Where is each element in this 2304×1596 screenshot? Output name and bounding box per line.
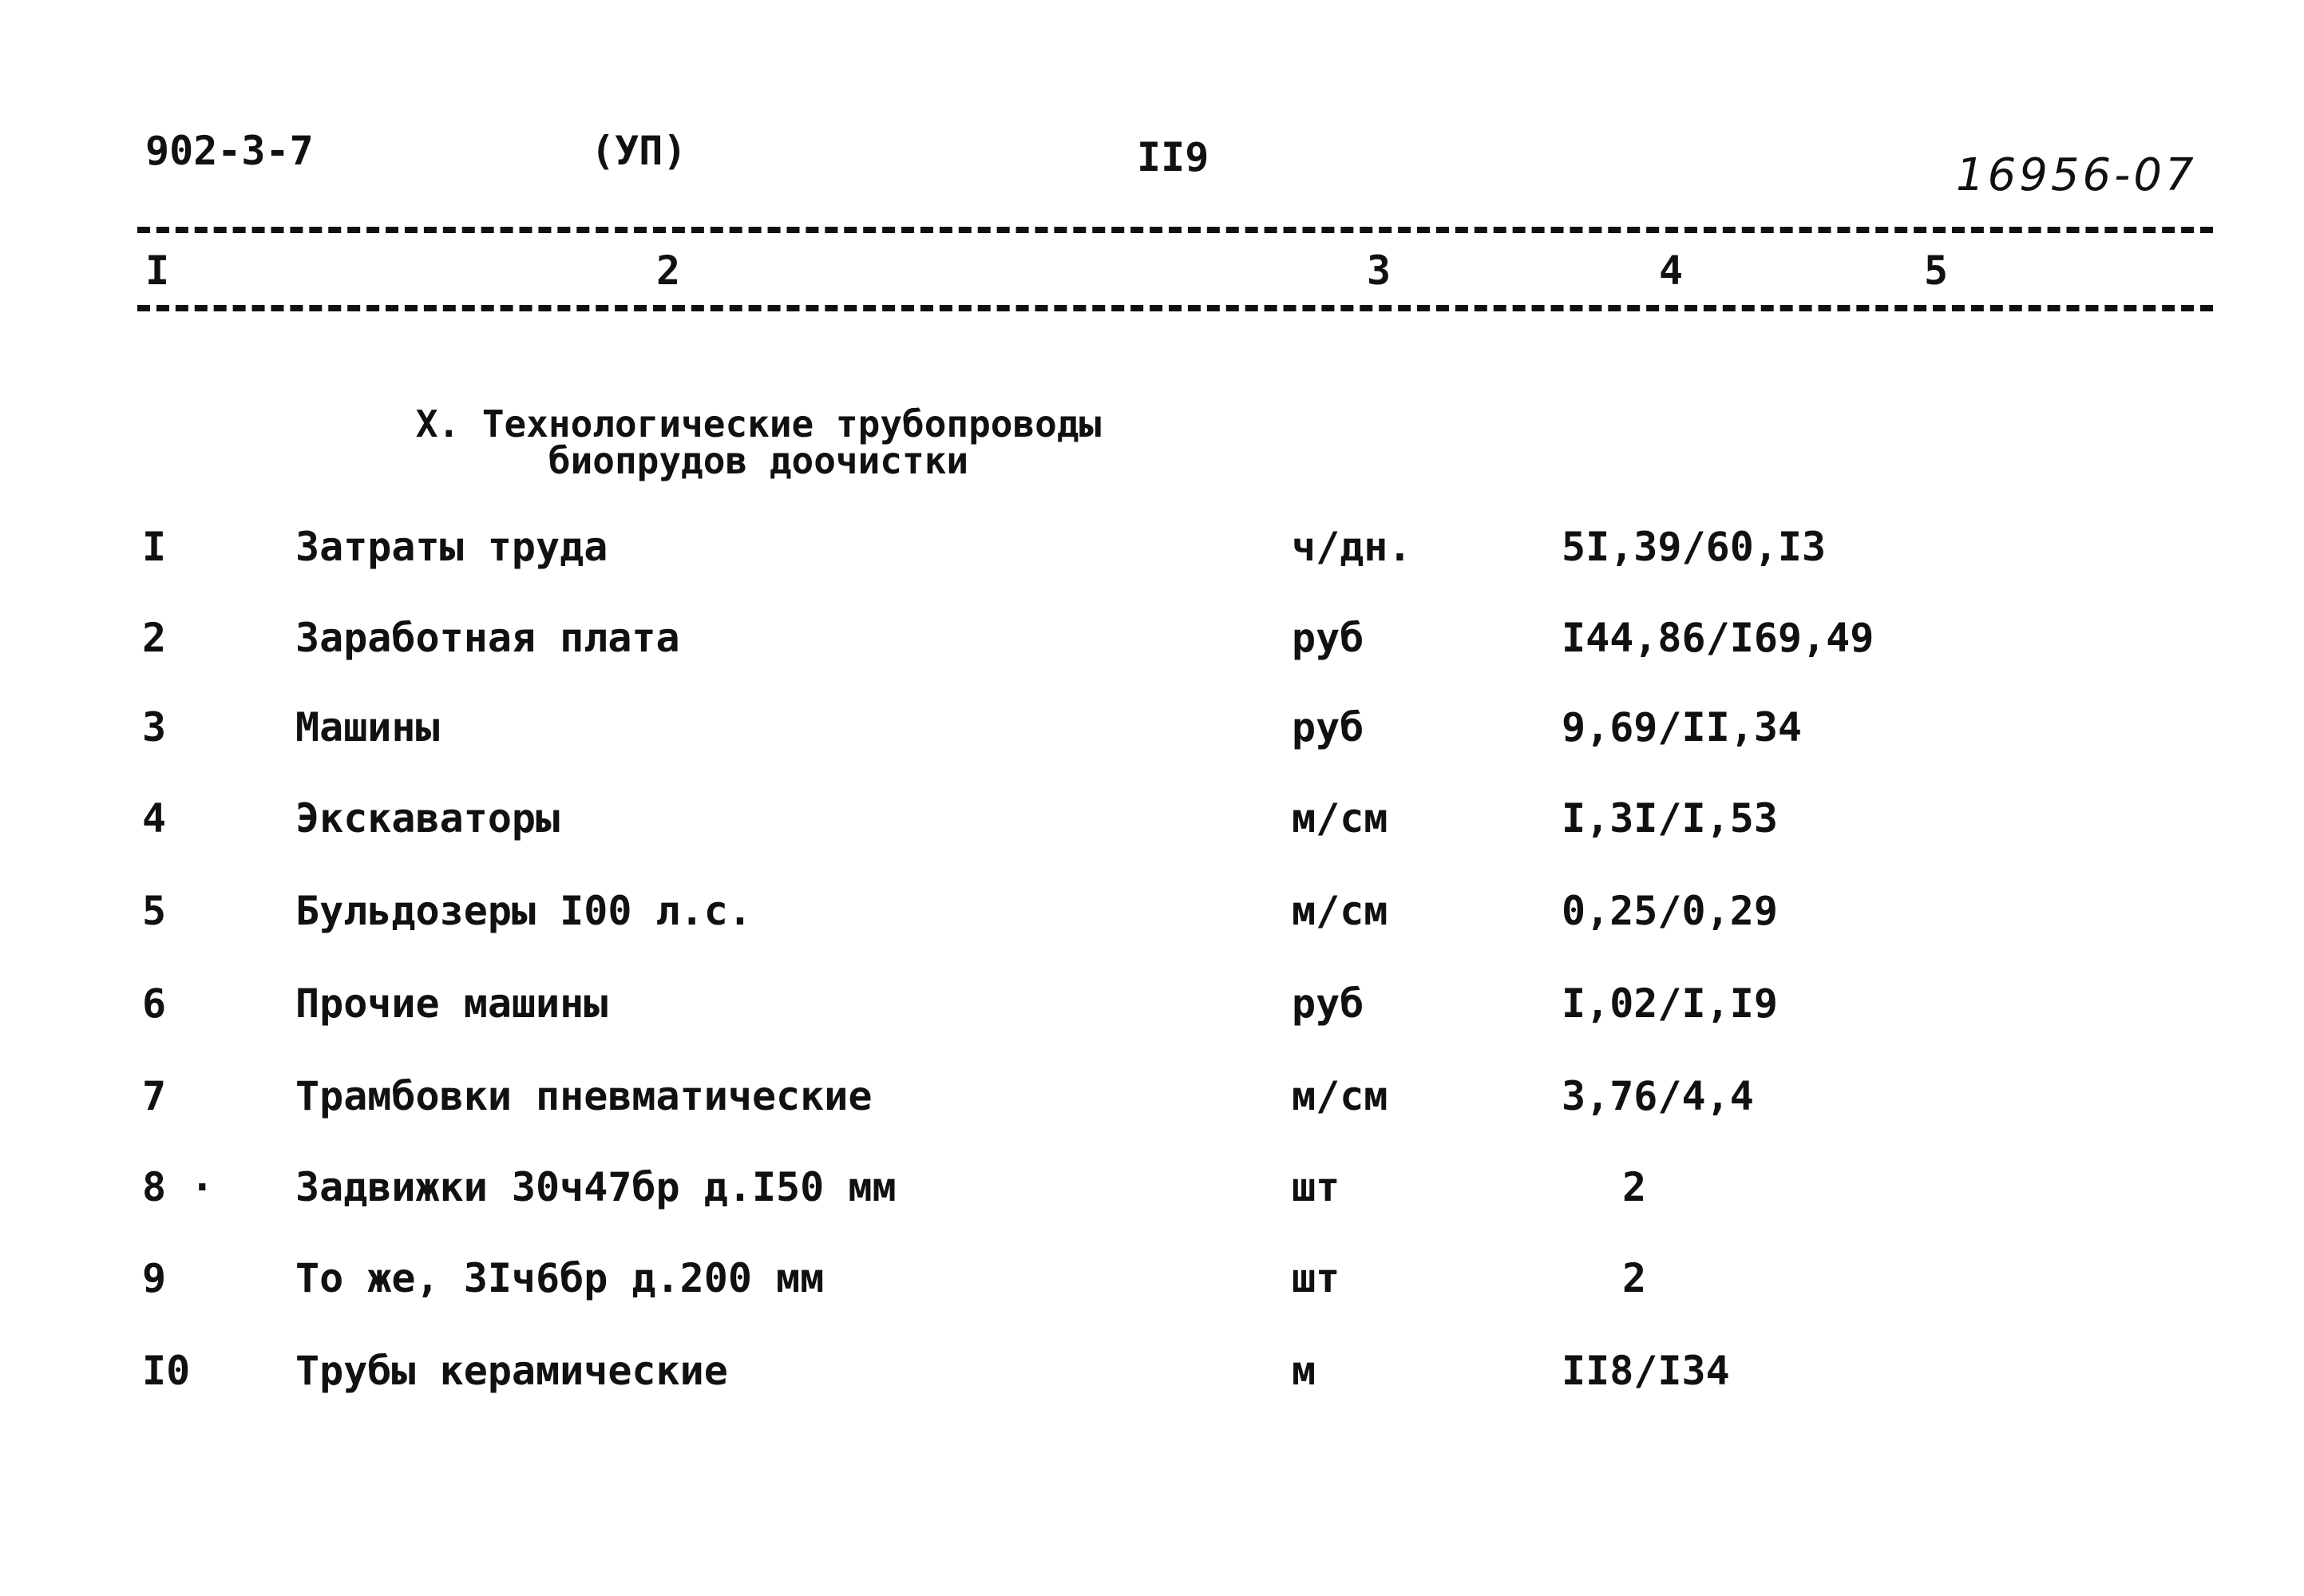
row-name: Задвижки 30ч47бр д.I50 мм — [295, 1164, 897, 1210]
row-number: I0 — [142, 1348, 191, 1394]
row-unit: руб — [1292, 615, 1364, 661]
column-number-4: 4 — [1659, 248, 1684, 294]
row-name: Затраты труда — [295, 524, 608, 570]
section-title-line-2: биопрудов доочистки — [548, 439, 969, 482]
section-title — [399, 402, 1118, 482]
row-name: Машины — [295, 704, 440, 750]
row-unit: м — [1292, 1348, 1316, 1394]
row-unit: руб — [1292, 704, 1364, 750]
row-number: 5 — [142, 888, 167, 934]
row-value: I44,86/I69,49 — [1562, 615, 1874, 661]
row-value: 5I,39/60,I3 — [1562, 524, 1827, 570]
row-name: Бульдозеры I00 л.с. — [295, 888, 752, 934]
row-value: II8/I34 — [1562, 1348, 1730, 1394]
row-value: I,02/I,I9 — [1562, 980, 1778, 1027]
row-number: 9 — [142, 1255, 167, 1301]
page-number: II9 — [1137, 134, 1209, 180]
row-number: 3 — [142, 704, 167, 750]
row-value: 3,76/4,4 — [1562, 1073, 1754, 1119]
column-number-1: I — [145, 248, 170, 294]
bottom-dashed-rule — [137, 305, 2213, 311]
row-number: 4 — [142, 795, 167, 842]
row-number: 8 · — [142, 1164, 215, 1210]
row-unit: м/см — [1292, 888, 1388, 934]
row-unit: руб — [1292, 980, 1364, 1027]
row-value: 2 — [1622, 1164, 1647, 1210]
row-name: Заработная плата — [295, 615, 680, 661]
section-title-line-1: X. Технологические трубопроводы — [415, 402, 1102, 446]
row-value: 0,25/0,29 — [1562, 888, 1778, 934]
row-value: 9,69/II,34 — [1562, 704, 1803, 750]
row-value: 2 — [1622, 1255, 1647, 1301]
top-dashed-rule — [137, 227, 2213, 233]
row-unit: м/см — [1292, 795, 1388, 842]
row-number: I — [142, 524, 167, 570]
row-number: 7 — [142, 1073, 167, 1119]
row-number: 6 — [142, 980, 167, 1027]
row-name: Трамбовки пневматические — [295, 1073, 873, 1119]
document-number: 902-3-7 — [145, 128, 314, 174]
row-unit: ч/дн. — [1292, 524, 1412, 570]
row-unit: шт — [1292, 1164, 1340, 1210]
row-unit: шт — [1292, 1255, 1340, 1301]
row-name: Прочие машины — [295, 980, 608, 1027]
row-value: I,3I/I,53 — [1562, 795, 1778, 842]
row-unit: м/см — [1292, 1073, 1388, 1119]
row-name: Трубы керамические — [295, 1348, 728, 1394]
column-number-2: 2 — [656, 248, 681, 294]
row-number: 2 — [142, 615, 167, 661]
row-name: Экскаваторы — [295, 795, 560, 842]
column-number-3: 3 — [1367, 248, 1392, 294]
row-name: То же, 3Iч6бр д.200 мм — [295, 1255, 825, 1301]
handwritten-sheet-code: 16956-07 — [1956, 149, 2197, 201]
document-part: (УП) — [591, 128, 687, 174]
column-number-5: 5 — [1924, 248, 1949, 294]
